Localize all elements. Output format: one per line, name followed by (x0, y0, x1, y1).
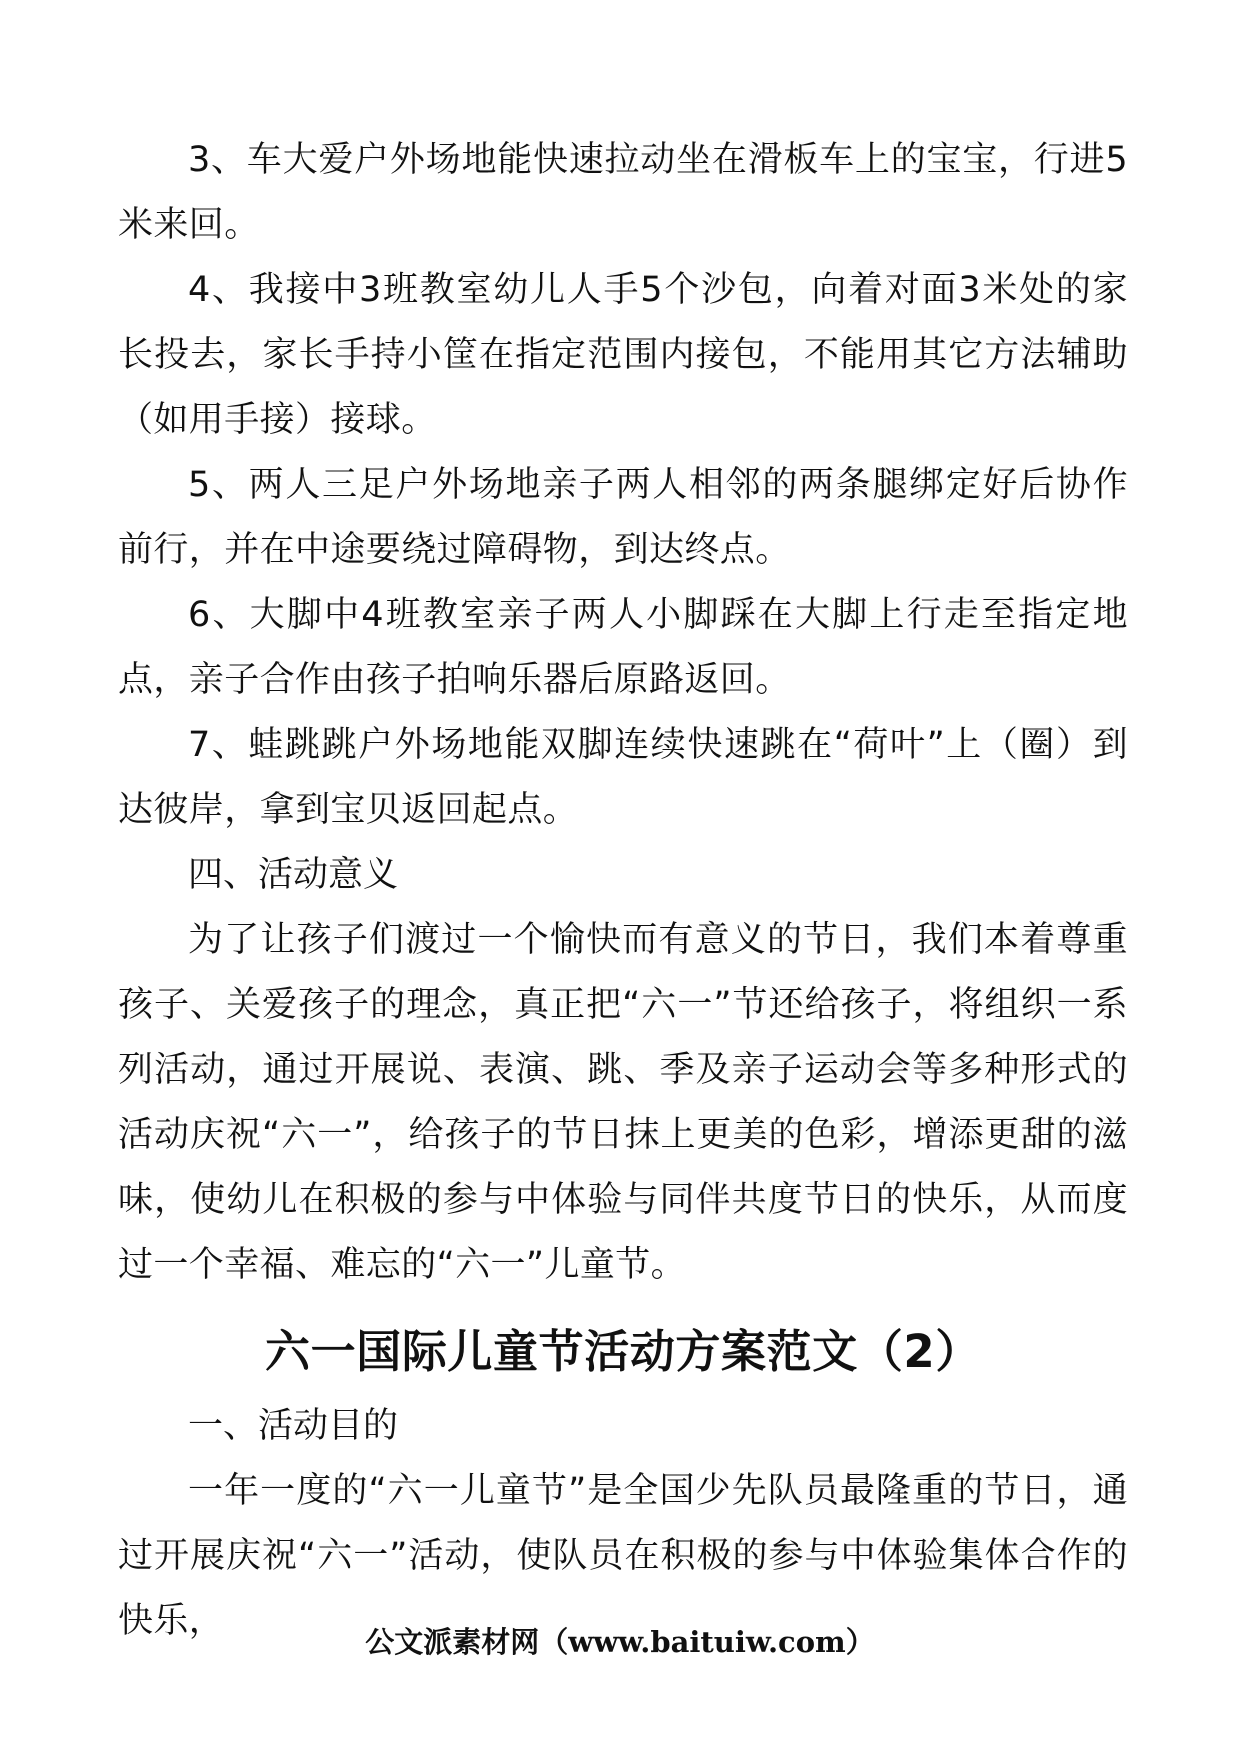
section-one-body: 一年一度的“六一儿童节”是全国少先队员最隆重的节日，通过开展庆祝“六一”活动，使队员在积极的参与中体验集体合作的快乐， (118, 1471, 1128, 1641)
page-title: 六一国际儿童节活动方案范文（2） (265, 1325, 981, 1378)
section-four-heading: 四、活动意义 (188, 855, 399, 895)
list-item-3: 3、车大爱户外场地能快速拉动坐在滑板车上的宝宝，行进5米来回。 (118, 140, 1128, 245)
section-four-body: 为了让孩子们渡过一个愉快而有意义的节日，我们本着尊重孩子、关爱孩子的理念，真正把“六一”节还给孩子，将组织一系列活动，通过开展说、表演、跳、季及亲子运动会等多种形式的活动庆祝“六一”，给孩子的节日抹上更美的色彩，增添更甜的滋味，使幼儿在积极的参与中体验与同伴共度节日的快乐，从而度过一个幸福、难忘的“六一”儿童节。 (118, 920, 1128, 1285)
list-item-4: 4、我接中3班教室幼儿人手5个沙包，向着对面3米处的家长投去，家长手持小筐在指定范围内接包，不能用其它方法辅助（如用手接）接球。 (118, 270, 1128, 440)
page-footer: 公文派素材网（www.baituiw.com） (365, 1625, 875, 1659)
section-one-heading: 一、活动目的 (188, 1406, 399, 1446)
list-item-7: 7、蛙跳跳户外场地能双脚连续快速跳在“荷叶”上（圈）到达彼岸，拿到宝贝返回起点。 (118, 725, 1128, 830)
list-item-6: 6、大脚中4班教室亲子两人小脚踩在大脚上行走至指定地点，亲子合作由孩子拍响乐器后原路返回。 (118, 595, 1128, 700)
list-item-5: 5、两人三足户外场地亲子两人相邻的两条腿绑定好后协作前行，并在中途要绕过障碍物，到达终点。 (118, 465, 1128, 570)
document-body (118, 128, 1128, 1654)
